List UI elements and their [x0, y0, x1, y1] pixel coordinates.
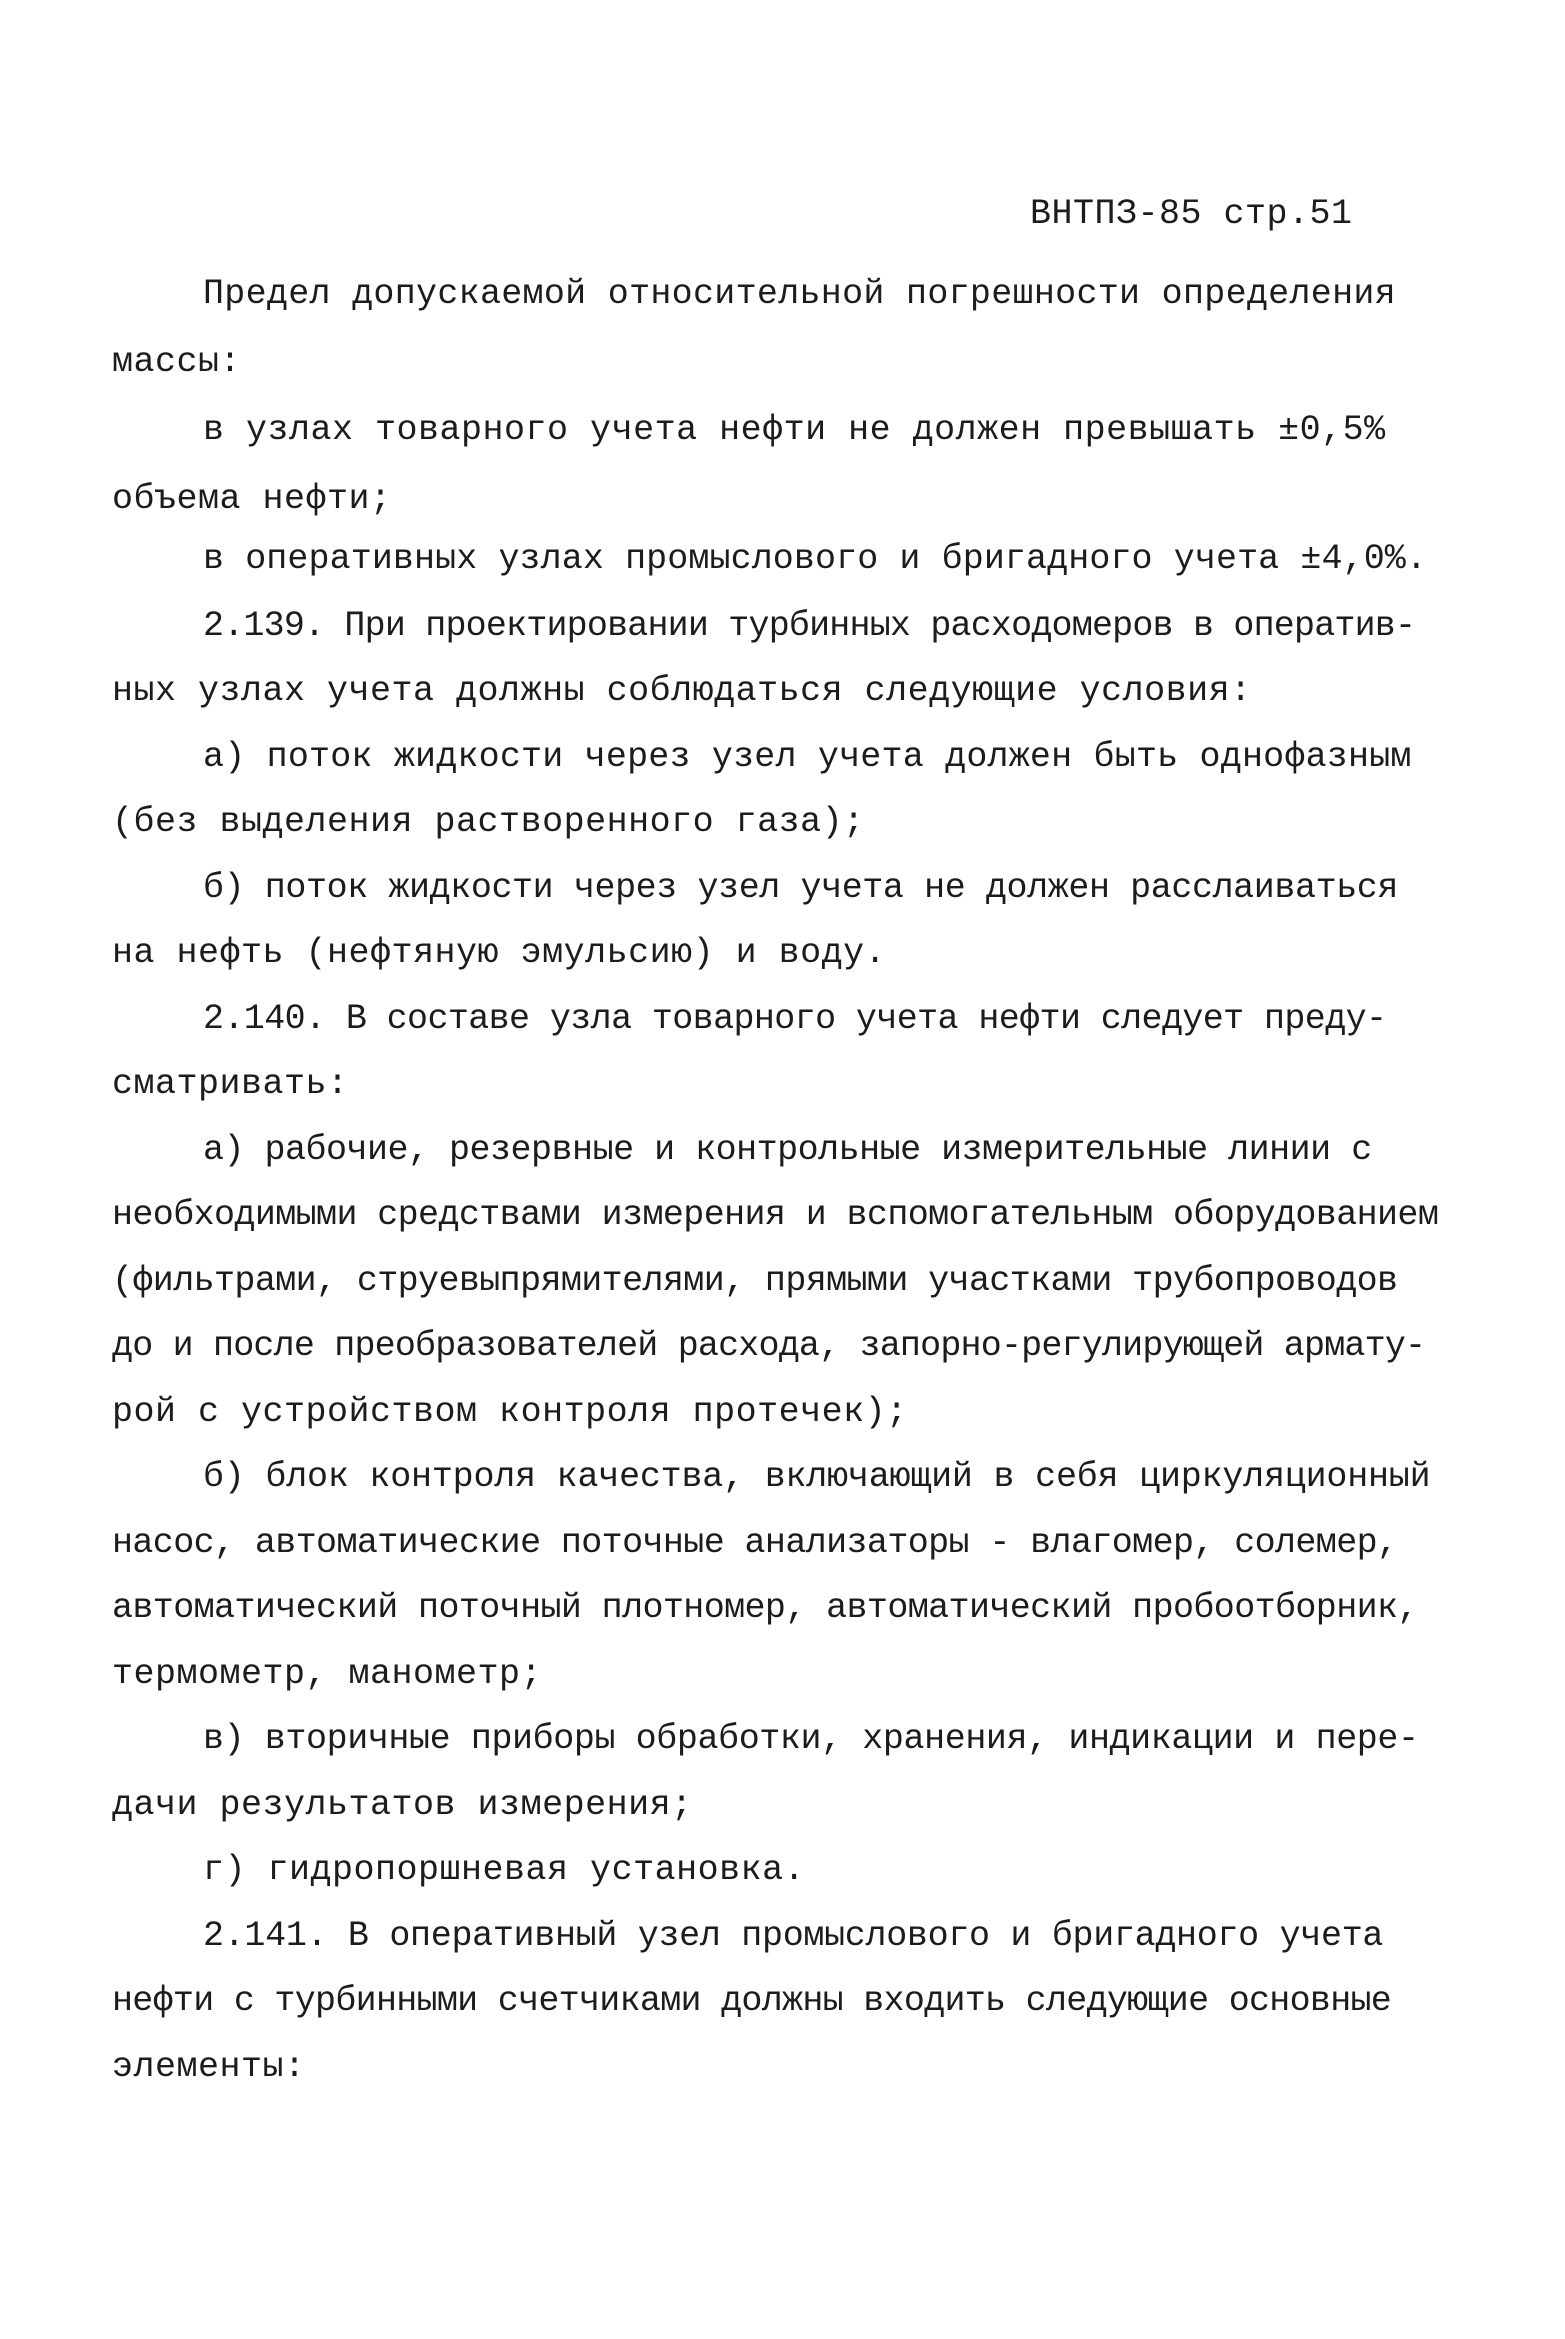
text-line: 2.140. В составе узла товарного учета нефти следует преду- [203, 999, 1387, 1039]
page-header: ВНТПЗ-85 стр.51 [1030, 194, 1353, 234]
text-line: г) гидропоршневая установка. [203, 1850, 806, 1890]
text-line: Предел допускаемой относительной погрешности определения [203, 274, 1396, 314]
text-line: массы: [112, 342, 242, 382]
text-line: ных узлах учета должны соблюдаться следующие условия: [112, 671, 1252, 711]
text-line: до и после преобразователей расхода, запорно-регулирующей армату- [112, 1326, 1426, 1366]
text-line: сматривать: [112, 1064, 349, 1104]
text-line: а) рабочие, резервные и контрольные измерительные линии с [203, 1130, 1372, 1170]
text-line: насос, автоматические поточные анализаторы - влагомер, солемер, [112, 1523, 1398, 1563]
text-line: нефти с турбинными счетчиками должны входить следующие основные [112, 1981, 1392, 2021]
text-line: 2.141. В оперативный узел промыслового и бригадного учета [203, 1916, 1384, 1956]
text-line: дачи результатов измерения; [112, 1785, 693, 1825]
text-line: (фильтрами, струевыпрямителями, прямыми участками трубопроводов [112, 1261, 1398, 1301]
text-line: в оперативных узлах промыслового и бригадного учета ±4,0%. [203, 539, 1427, 579]
text-line: элементы: [112, 2047, 306, 2087]
text-line: термометр, манометр; [112, 1654, 543, 1694]
text-line: б) блок контроля качества, включающий в себя циркуляционный [203, 1457, 1431, 1497]
text-line: автоматический поточный плотномер, автоматический пробоотборник, [112, 1588, 1418, 1628]
text-line: объема нефти; [112, 479, 392, 519]
text-line: а) поток жидкости через узел учета должен быть однофазным [203, 737, 1412, 777]
text-line: 2.139. При проектировании турбинных расходомеров в оператив- [203, 606, 1416, 646]
text-line: рой с устройством контроля протечек); [112, 1392, 908, 1432]
text-line: необходимыми средствами измерения и вспомогательным оборудованием [112, 1195, 1439, 1235]
text-line: в) вторичные приборы обработки, хранения, индикации и пере- [203, 1719, 1419, 1759]
text-line: (без выделения растворенного газа); [112, 802, 865, 842]
text-line: в узлах товарного учета нефти не должен превышать ±0,5% [203, 410, 1386, 450]
text-line: б) поток жидкости через узел учета не должен расслаиваться [203, 868, 1398, 908]
text-line: на нефть (нефтяную эмульсию) и воду. [112, 933, 887, 973]
